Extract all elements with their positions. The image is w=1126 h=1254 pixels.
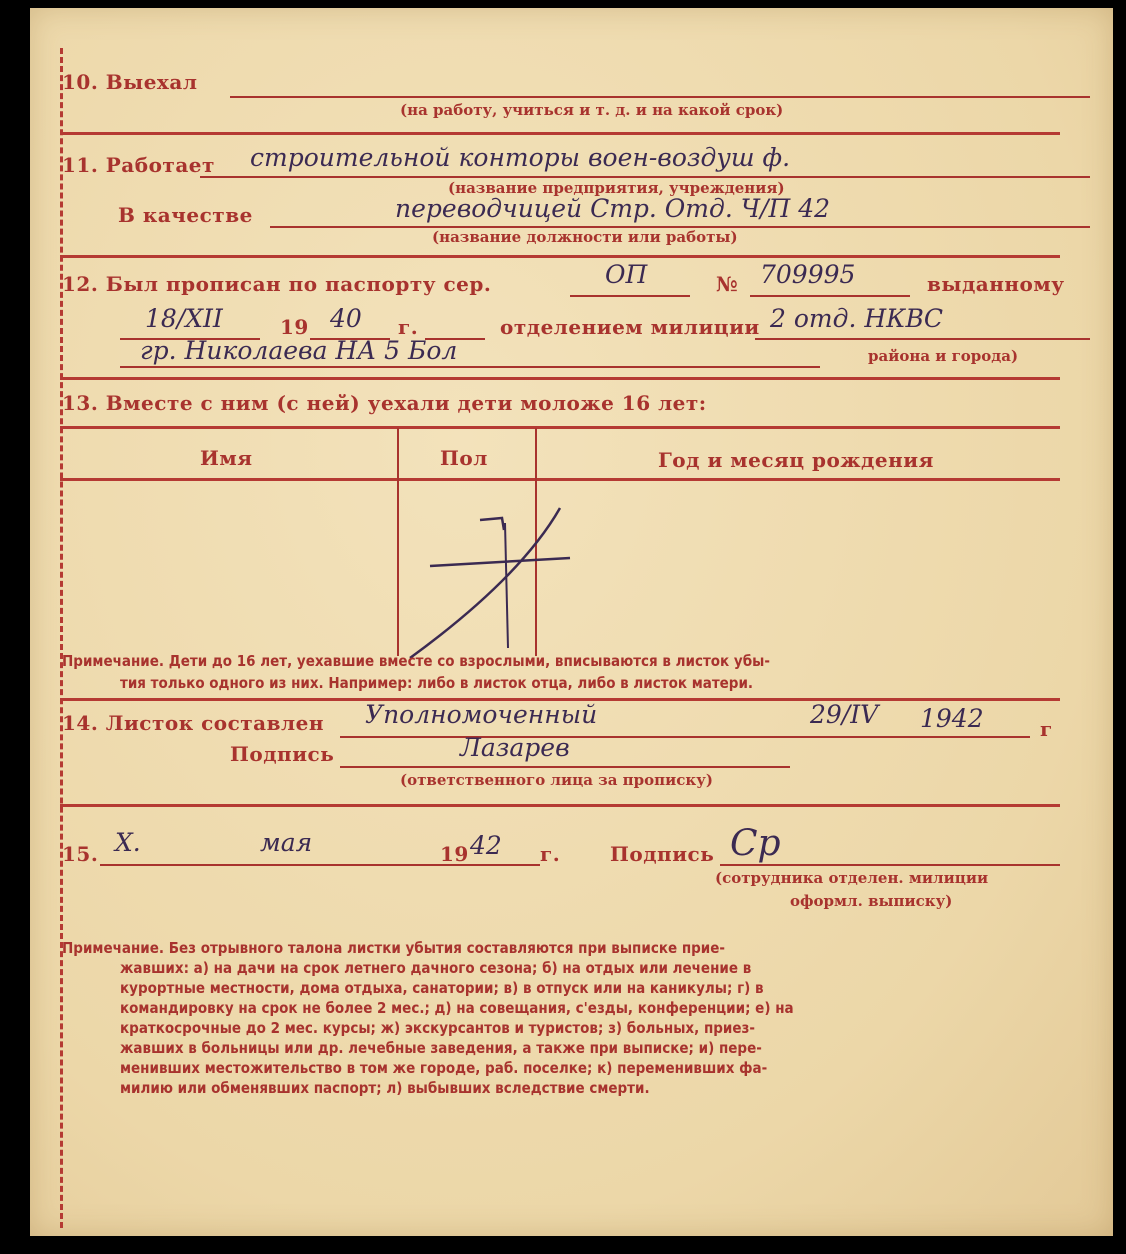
divider-11 bbox=[60, 255, 1060, 258]
divider-14 bbox=[60, 804, 1060, 807]
note2-lead: Примечание. bbox=[62, 939, 165, 957]
s13-col-sex: Пол bbox=[440, 446, 488, 470]
s11-underline bbox=[200, 176, 1090, 178]
s15-hint2: оформл. выписку) bbox=[790, 892, 953, 910]
s14-year: 1942 bbox=[920, 704, 984, 733]
s15-sign-value: Ср bbox=[730, 823, 781, 864]
s12-dept-value: 2 отд. НКВС bbox=[770, 304, 943, 333]
s12-number: 709995 bbox=[760, 260, 856, 289]
s10-hint: (на работу, учиться и т. д. и на какой срок) bbox=[400, 101, 784, 119]
note1-line2: тия только одного из них. Например: либо в листок отца, либо в листок матери. bbox=[120, 674, 754, 692]
note1-lead: Примечание. bbox=[62, 652, 165, 670]
form-sheet bbox=[30, 8, 1113, 1236]
s11-as-label: В качестве bbox=[118, 203, 253, 227]
note2-line-6: менивших местожительство в том же городе, раб. поселке; к) переменивших фа- bbox=[120, 1059, 768, 1077]
note2-line-5: жавших в больницы или др. лечебные заведения, а также при выписке; и) пере- bbox=[120, 1039, 762, 1057]
s15-sign-label: Подпись bbox=[610, 842, 715, 866]
s12-city-underline bbox=[120, 366, 820, 368]
table-header-rule bbox=[60, 478, 1060, 481]
s15-num: 15. bbox=[62, 842, 99, 866]
s12-year-suffix: 40 bbox=[330, 304, 362, 333]
note2-line-2: курортные местности, дома отдыха, санатории; в) в отпуск или на каникулы; г) в bbox=[120, 979, 764, 997]
table-top bbox=[60, 426, 1060, 429]
s11-label: 11. Работает bbox=[62, 153, 215, 177]
s14-label: 14. Листок составлен bbox=[62, 711, 325, 735]
s10-underline bbox=[230, 96, 1090, 98]
s14-underline bbox=[340, 736, 1030, 738]
s12-year-prefix: 19 bbox=[280, 315, 309, 339]
s12-city-value: гр. Николаева НА 5 Бол bbox=[140, 336, 458, 365]
s14-sign-value: Лазарев bbox=[460, 733, 570, 762]
s12-series: ОП bbox=[605, 260, 648, 289]
note2-line-3: командировку на срок не более 2 мес.; д) на совещания, с'езды, конференции; е) на bbox=[120, 999, 794, 1017]
s12-year-unit: г. bbox=[398, 315, 419, 339]
s10-label: 10. Выехал bbox=[62, 70, 198, 94]
s14-sign-label: Подпись bbox=[230, 742, 335, 766]
s12-series-underline bbox=[570, 295, 690, 297]
perforation-line bbox=[60, 48, 63, 1228]
s15-hint1: (сотрудника отделен. милиции bbox=[715, 869, 989, 887]
s12-text: 12. Был прописан по паспорту сер. bbox=[62, 272, 492, 296]
s14-value: Уполномоченный bbox=[365, 700, 598, 729]
s14-year-unit: г bbox=[1040, 717, 1053, 741]
s15-sign-underline bbox=[720, 864, 1060, 866]
s13-col-birth: Год и месяц рождения bbox=[658, 448, 934, 472]
note2-line-7: милию или обменявших паспорт; л) выбывших вследствие смерти. bbox=[120, 1079, 650, 1097]
s14-date: 29/IV bbox=[810, 700, 879, 729]
s11-as-value: переводчицей Стр. Отд. Ч/П 42 bbox=[395, 194, 831, 223]
note2-line-4: краткосрочные до 2 мес. курсы; ж) экскурсантов и туристов; з) больных, приез- bbox=[120, 1019, 755, 1037]
s15-year: 19 bbox=[440, 842, 469, 866]
table-cancel-strike bbox=[390, 488, 630, 668]
s12-no-label: № bbox=[716, 272, 739, 296]
s11-value: строительной конторы воен-воздуш ф. bbox=[250, 143, 791, 172]
s15-year-unit: г. bbox=[540, 842, 561, 866]
note2-text-0: Без отрывного талона листки убытия составляются при выписке прие- bbox=[168, 939, 726, 957]
s15-month: мая bbox=[260, 828, 313, 857]
s13-label: 13. Вместе с ним (с ней) уехали дети моложе 16 лет: bbox=[62, 391, 707, 415]
s13-col-name: Имя bbox=[200, 446, 253, 470]
s12-issued: выданному bbox=[927, 272, 1065, 296]
s15-day: X. bbox=[115, 828, 141, 857]
note2-line-0 bbox=[62, 939, 725, 957]
s11-as-hint: (название должности или работы) bbox=[432, 228, 738, 246]
s15-year-hw: 42 bbox=[470, 831, 502, 860]
s14-sign-underline bbox=[340, 766, 790, 768]
divider-12 bbox=[60, 377, 1060, 380]
note1-line1 bbox=[62, 652, 770, 670]
s11-hint: (название предприятия, учреждения) bbox=[448, 179, 785, 197]
s14-hint: (ответственного лица за прописку) bbox=[400, 771, 713, 789]
divider-10 bbox=[60, 132, 1060, 135]
s12-number-underline bbox=[750, 295, 910, 297]
s12-city-hint: района и города) bbox=[868, 347, 1019, 365]
s12-dept-label: отделением милиции bbox=[500, 315, 760, 339]
s12-dept-underline bbox=[755, 338, 1090, 340]
s15-date-underline bbox=[100, 864, 540, 866]
note2-line-1: жавших: а) на дачи на срок летнего дачного сезона; б) на отдых или лечение в bbox=[120, 959, 752, 977]
note1-text1: Дети до 16 лет, уехавшие вместе со взрослыми, вписываются в листок убы- bbox=[168, 652, 770, 670]
s12-date: 18/XII bbox=[145, 304, 223, 333]
